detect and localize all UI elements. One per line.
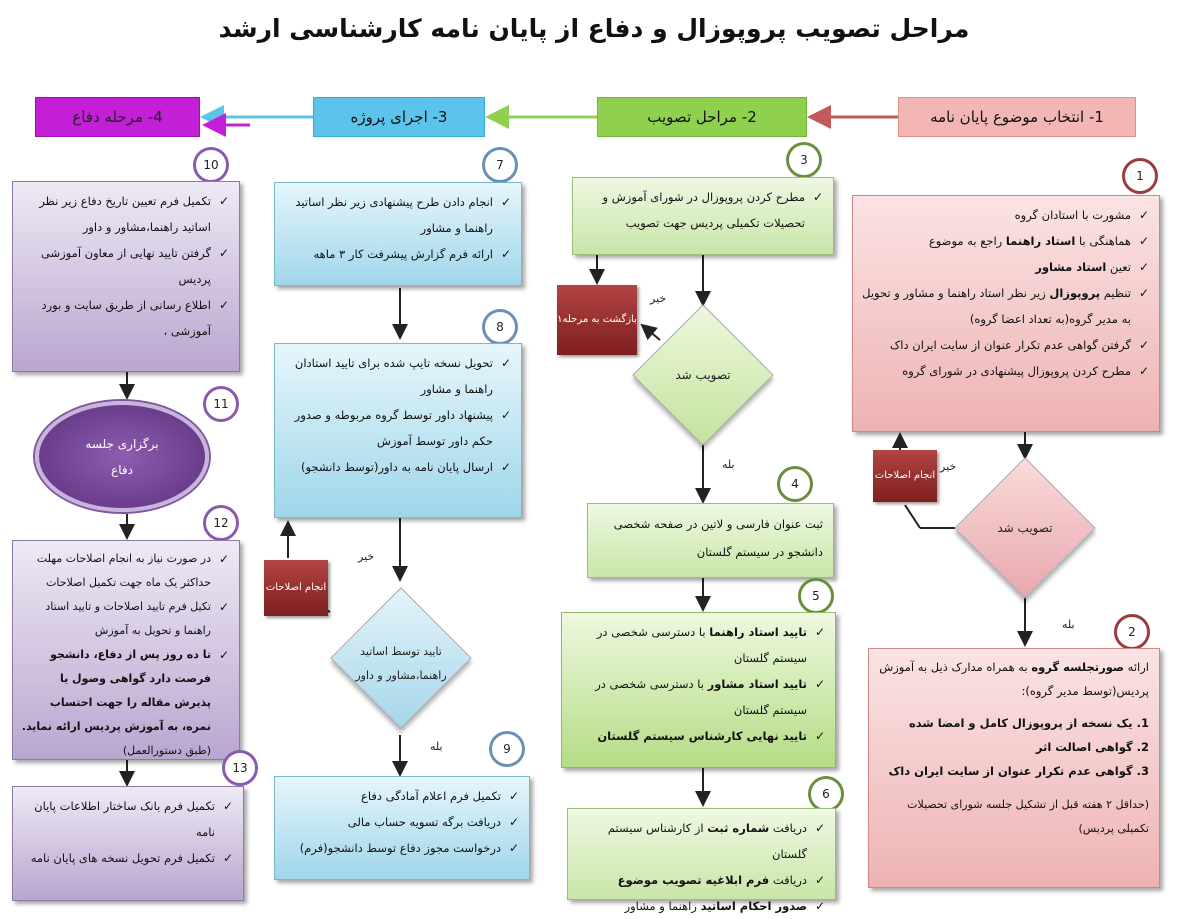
step-circle-8: 8 <box>482 309 518 345</box>
step-12-item: ✓ تکیل فرم تایید اصلاحات و تایید استاد راهنما و تحویل به آموزش <box>21 595 229 643</box>
step-2-doc-1: 1. یک نسخه از پروپوزال کامل و امضا شده <box>908 716 1149 730</box>
decision-2-label: تصویب شد <box>675 368 731 382</box>
step-circle-13: 13 <box>222 750 258 786</box>
step-10-item: ✓ تکمیل فرم تعیین تاریخ دفاع زیر نظر اساتید راهنما،مشاور و داور <box>21 188 229 240</box>
step-6-item: ✓ صدور احکام اساتید راهنما و مشاور <box>576 893 825 919</box>
page-title: مراحل تصویب پروپوزال و دفاع از پایان نامه کارشناسی ارشد <box>218 14 970 43</box>
step-12-item: ✓ در صورت نیاز به انجام اصلاحات مهلت حداکثر یک ماه جهت تکمیل اصلاحات <box>21 547 229 595</box>
step-circle-11: 11 <box>203 386 239 422</box>
revise-box-2: انجام اصلاحات <box>264 560 328 616</box>
step-1-item: ✓ تعین استاد مشاور <box>861 254 1149 280</box>
no-label: خیر <box>940 460 957 473</box>
step-circle-9: 9 <box>489 731 525 767</box>
step-8-item: ✓ ارسال پایان نامه به داور(توسط دانشجو) <box>283 454 511 480</box>
step-9-item: ✓ دریافت برگه تسویه حساب مالی <box>283 809 519 835</box>
step-circle-6: 6 <box>808 776 844 812</box>
step-13-box <box>12 786 244 901</box>
step-10-item: ✓ اطلاع رسانی از طریق سایت و بورد آموزشی ، <box>21 292 229 344</box>
step-6-box <box>567 808 836 913</box>
step-6-item: ✓ دریافت فرم ابلاغیه تصویب موضوع <box>576 867 825 893</box>
step-5-box <box>561 612 836 768</box>
step-9-item: ✓ درخواست مجوز دفاع توسط دانشجو(فرم) <box>283 835 519 861</box>
step-9-item: ✓ تکمیل فرم اعلام آمادگی دفاع <box>283 783 519 809</box>
step-circle-1: 1 <box>1122 158 1158 194</box>
defense-session-label: برگزاری جلسه دفاع <box>85 436 159 477</box>
step-7-item: ✓ ارائه فرم گزارش پیشرفت کار ۳ ماهه <box>283 241 511 267</box>
stage-4-header: 4- مرحله دفاع <box>35 97 200 137</box>
step-7-box <box>274 182 522 286</box>
step-12-box <box>12 540 240 760</box>
step-7-item: ✓ انجام دادن طرح پیشنهادی زیر نظر اساتید راهنما و مشاور <box>283 189 511 241</box>
step-12-item: ✓ تا ده روز پس از دفاع، دانشجو فرصت دارد گواهی وصول یا پذیرش مقاله را جهت احتساب نمره، به آموزش پردیس ارائه نماید.(طبق دستورالعمل) <box>21 643 229 763</box>
step-2-intro: ارائه صورتجلسه گروه به همراه مدارک ذیل به آموزش پردیس(توسط مدیر گروه): <box>879 660 1149 698</box>
step-8-item: ✓ پیشنهاد داور توسط گروه مربوطه و صدور حکم داور توسط آموزش <box>283 402 511 454</box>
step-circle-5: 5 <box>798 578 834 614</box>
step-2-note: (حداقل ۲ هفته قبل از تشکیل جلسه شورای تحصیلات تکمیلی پردیس) <box>907 798 1149 835</box>
yes-label: بله <box>430 740 443 753</box>
step-2-doc-3: 3. گواهی عدم تکرار عنوان از سایت ایران داک <box>888 764 1149 778</box>
step-10-item: ✓ گرفتن تایید نهایی از معاون آموزشی پردیس <box>21 240 229 292</box>
step-1-item: ✓ هماهنگی با استاد راهنما راجع به موضوع <box>861 228 1149 254</box>
step-circle-7: 7 <box>482 147 518 183</box>
step-13-item: ✓ تکمیل فرم تحویل نسخه های پایان نامه <box>21 845 233 871</box>
yes-label: بله <box>1062 618 1075 631</box>
step-3-item: ✓ مطرح کردن پروپوزال در شورای آموزش و تحصیلات تکمیلی پردیس جهت تصویب <box>581 184 823 236</box>
yes-label: بله <box>722 458 735 471</box>
stage-2-header: 2- مراحل تصویب <box>597 97 807 137</box>
step-circle-4: 4 <box>777 466 813 502</box>
step-circle-2: 2 <box>1114 614 1150 650</box>
step-8-box <box>274 343 522 518</box>
step-2-box <box>868 648 1160 888</box>
stage-1-header: 1- انتخاب موضوع پایان نامه <box>898 97 1136 137</box>
step-1-box <box>852 195 1160 432</box>
decision-1-label: تصویب شد <box>997 521 1053 535</box>
step-9-box <box>274 776 530 880</box>
step-1-item: ✓ مطرح کردن پروپوزال پیشنهادی در شورای گروه <box>861 358 1149 384</box>
step-2-doc-2: 2. گواهی اصالت اثر <box>1035 740 1149 754</box>
step-1-item: ✓ مشورت با استادان گروه <box>861 202 1149 228</box>
step-8-item: ✓ تحویل نسخه تایپ شده برای تایید استادان راهنما و مشاور <box>283 350 511 402</box>
step-5-item: ✓ تایید استاد راهنما با دسترسی شخصی در سیستم گلستان <box>570 619 825 671</box>
revise-box-1: انجام اصلاحات <box>873 450 937 502</box>
step-circle-10: 10 <box>193 147 229 183</box>
no-label: خیر <box>650 292 667 305</box>
defense-session-ellipse <box>35 401 209 512</box>
step-4-box: ثبت عنوان فارسی و لاتین در صفحه شخصی دانشجو در سیستم گلستان <box>587 503 834 578</box>
return-box: بازگشت به مرحله۱ <box>557 285 637 355</box>
step-5-item: ✓ تایید استاد مشاور با دسترسی شخصی در سیستم گلستان <box>570 671 825 723</box>
step-circle-12: 12 <box>203 505 239 541</box>
decision-3-label: تایید توسط اساتید راهنما،مشاور و داور <box>355 645 447 682</box>
step-6-item: ✓ دریافت شماره ثبت از کارشناس سیستم گلستان <box>576 815 825 867</box>
step-3-box <box>572 177 834 255</box>
step-10-box <box>12 181 240 372</box>
stage-3-header: 3- اجرای پروژه <box>313 97 485 137</box>
no-label: خیر <box>358 550 375 563</box>
step-5-item: ✓ تایید نهایی کارشناس سیستم گلستان <box>570 723 825 749</box>
step-1-item: ✓ تنظیم پروپوزال زیر نظر استاد راهنما و مشاور و تحویل به مدیر گروه(به تعداد اعضا گروه) <box>861 280 1149 332</box>
step-13-item: ✓ تکمیل فرم بانک ساختار اطلاعات پایان نامه <box>21 793 233 845</box>
step-circle-3: 3 <box>786 142 822 178</box>
step-1-item: ✓ گرفتن گواهی عدم تکرار عنوان از سایت ایران داک <box>861 332 1149 358</box>
